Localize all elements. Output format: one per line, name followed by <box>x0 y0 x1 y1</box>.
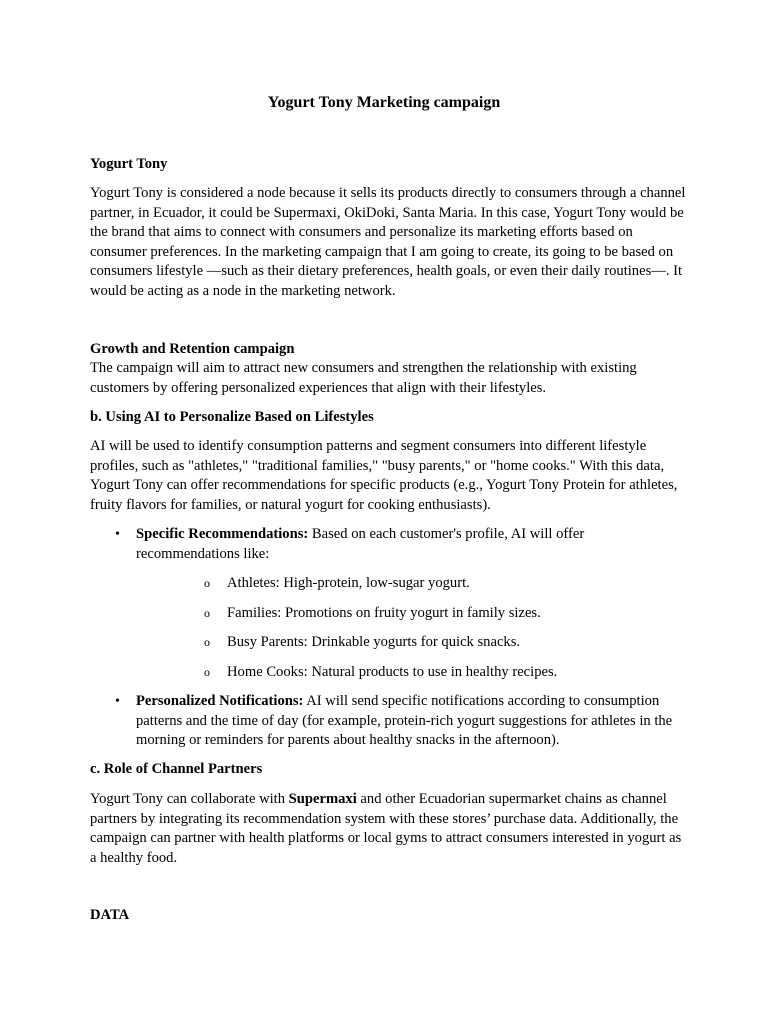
bullet-label: Specific Recommendations: <box>136 526 309 542</box>
bullet-icon: • <box>115 694 120 709</box>
paragraph-channel-partners <box>90 790 690 868</box>
list-item <box>90 692 690 751</box>
list-item <box>90 525 690 682</box>
bullet-text: Based on each customer's profile, AI will offer recommendations like: <box>136 526 585 562</box>
circle-bullet-icon: o <box>204 664 210 679</box>
paragraph-node-description: Yogurt Tony is considered a node because it sells its products directly to consumers through a channel partner, in Ecuador, it could be Supermaxi, OkiDoki, Santa Maria. In this case, Yogurt Tony would be the brand that aims to connect with consumers and personalize its marketing efforts based on consumer preferences. In the marketing campaign that I am going to create, its going to be based on consumers lifestyle —such as their dietary preferences, health goals, or even their daily routines—. It would be acting as a node in the marketing network. <box>90 185 686 299</box>
paragraph-campaign-aim: The campaign will aim to attract new consumers and strengthen the relationship with existing customers by offering personalized experiences that align with their lifestyles. <box>90 360 637 396</box>
bullet-text: AI will send specific notifications according to consumption patterns and the time of day (for example, protein-rich yogurt suggestions for athletes in the morning or reminders for parents about healthy snacks in the afternoon). <box>136 693 673 748</box>
paragraph-text: Yogurt Tony can collaborate with <box>90 791 289 807</box>
circle-bullet-icon: o <box>204 605 210 620</box>
document-title: Yogurt Tony Marketing campaign <box>267 94 501 111</box>
circle-bullet-icon: o <box>204 635 210 649</box>
paragraph-text: and other Ecuadorian supermarket chains as channel partners by integrating its recommendation system with these stores’ purchase data. Additionally, the campaign can partner with health platforms or local gyms to attract consumers interested in yogurt as a healthy food. <box>90 791 682 866</box>
sub-list-recommendations <box>136 574 690 682</box>
bullet-icon: • <box>115 527 120 542</box>
bullet-label: Personalized Notifications: <box>136 693 304 709</box>
sub-item-text: Families: Promotions on fruity yogurt in family sizes. <box>227 604 541 621</box>
sub-item-text: Busy Parents: Drinkable yogurts for quick snacks. <box>227 634 521 650</box>
section-heading-data: DATA <box>90 907 130 923</box>
list-item <box>136 604 690 624</box>
list-item <box>136 633 690 653</box>
partner-name-bold: Supermaxi <box>288 791 357 807</box>
paragraph-ai-segmentation: AI will be used to identify consumption patterns and segment consumers into different lifestyle profiles, such as "athletes," "traditional families," "busy parents," or "home cooks." With this data, Yogurt Tony can offer recommendations for specific products (e.g., Yogurt Tony Protein for athletes, fruity flavors for families, or natural yogurt for cooking enthusiasts). <box>90 438 678 513</box>
bullet-list-ai-features <box>90 525 690 751</box>
circle-bullet-icon: o <box>204 576 210 590</box>
sub-item-text: Athletes: High-protein, low-sugar yogurt. <box>227 575 470 591</box>
list-item <box>136 663 690 683</box>
section-heading-growth-retention: Growth and Retention campaign <box>90 341 295 357</box>
section-heading-channel-partners: c. Role of Channel Partners <box>90 761 263 777</box>
section-heading-yogurt-tony: Yogurt Tony <box>90 156 168 172</box>
section-heading-ai-personalize: b. Using AI to Personalize Based on Lifestyles <box>90 409 374 425</box>
sub-item-text: Home Cooks: Natural products to use in healthy recipes. <box>227 663 558 680</box>
list-item <box>136 574 690 594</box>
